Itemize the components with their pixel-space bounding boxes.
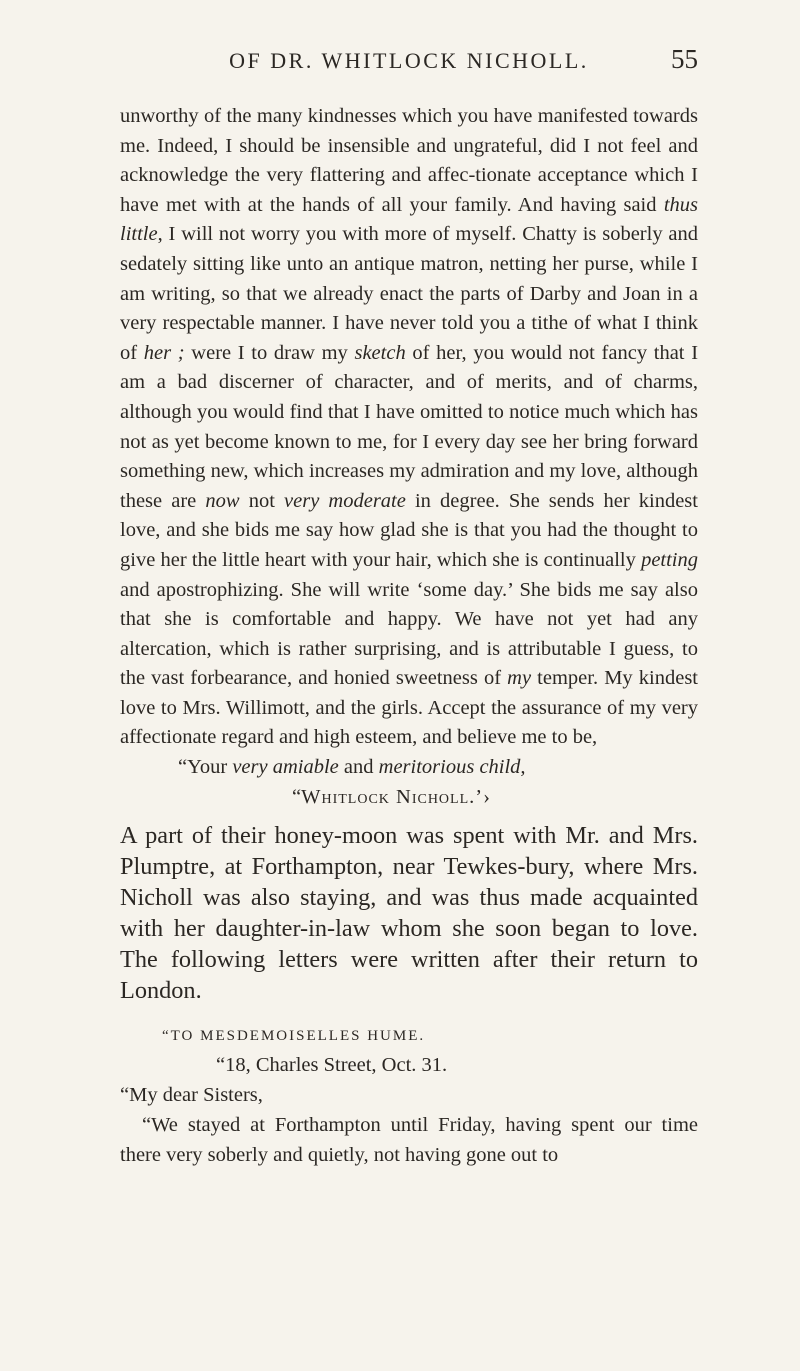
emphasis: my	[507, 667, 532, 690]
text-run: , I will not worry you with more of myself. Chatty is soberly and sedately sitting like unto an antique matron, netting her purse, while I am writing, so that we already enact the parts of Darby and Joan in a very respectable manner. I have never told you a tithe of what I think of	[120, 223, 698, 364]
emphasis: now	[205, 489, 240, 512]
signature-line	[120, 783, 698, 813]
text-run: of her, you would not fancy that I am a bad discerner of character, and of merits, and of charms, although you would find that I have omitted to notice much which has not as yet become known to me, for I every day see her bring forward something new, which increases my admiration and my love, although these are	[120, 341, 699, 512]
emphasis: thus little	[120, 193, 698, 246]
letter-salutation: “My dear Sisters,	[120, 1084, 263, 1107]
text-run: were I to draw my	[184, 341, 355, 364]
emphasis: sketch	[354, 341, 406, 364]
narrative-paragraph: A part of their honey-moon was spent with Mr. and Mrs. Plumptre, at Forthampton, near Tewkes-bury, where Mrs. Nicholl was also staying, and was thus made acquainted with her daughter-in-law whom she soon began to love. The following letters were written after their return to London.	[120, 822, 698, 1005]
text-run: and apostrophizing. She will write ‘some day.’ She bids me say also that she is comfortable and happy. We have not yet had any altercation, which is rather surprising, and is attributable I guess, to the vast forbearance, and honied sweetness of	[120, 578, 698, 690]
text-run: unworthy of the many kindnesses which you have manifested towards me. Indeed, I should be insensible and ungrateful, did I not feel and acknowledge the very flattering and affec-tionate acceptance which I have met with at the hands of all your family. And having said	[120, 105, 698, 216]
letter-opening: “We stayed at Forthampton until Friday, having spent our time there very soberly and quietly, not having gone out to	[120, 1114, 698, 1167]
letter-dateline: “18, Charles Street, Oct. 31.	[216, 1054, 448, 1077]
emphasis: very	[232, 756, 268, 779]
text-run: and	[338, 756, 379, 779]
text-run: temper. My kindest love to Mrs. Willimott, and the girls. Accept the assurance of my very affectionate regard and high esteem, and believe me to be,	[120, 667, 699, 749]
running-title: OF DR. WHITLOCK NICHOLL.	[229, 48, 589, 73]
quote-mark: “	[292, 785, 302, 808]
letter-heading: “TO MESDEMOISELLES HUME.	[162, 1028, 426, 1045]
running-head	[120, 44, 698, 80]
emphasis: amiable	[272, 756, 339, 779]
emphasis: meritorious child,	[378, 756, 526, 779]
emphasis: her ;	[143, 341, 185, 364]
letter-paragraph	[120, 102, 698, 753]
closing-line	[120, 753, 698, 783]
body-text	[120, 102, 698, 1170]
quote-mark: “	[178, 756, 188, 779]
text-run: in degree. She sends her kindest love, and she bids me say how glad she is that you had the thought to give her the little heart with your hair, which she is continually	[120, 489, 698, 571]
page-number: 55	[671, 44, 698, 74]
emphasis: petting	[641, 548, 698, 571]
emphasis: very moderate	[284, 489, 406, 512]
signature: Whitlock Nicholl.’›	[301, 785, 491, 808]
text-run: Your	[187, 756, 233, 779]
text-run: not	[239, 489, 285, 512]
